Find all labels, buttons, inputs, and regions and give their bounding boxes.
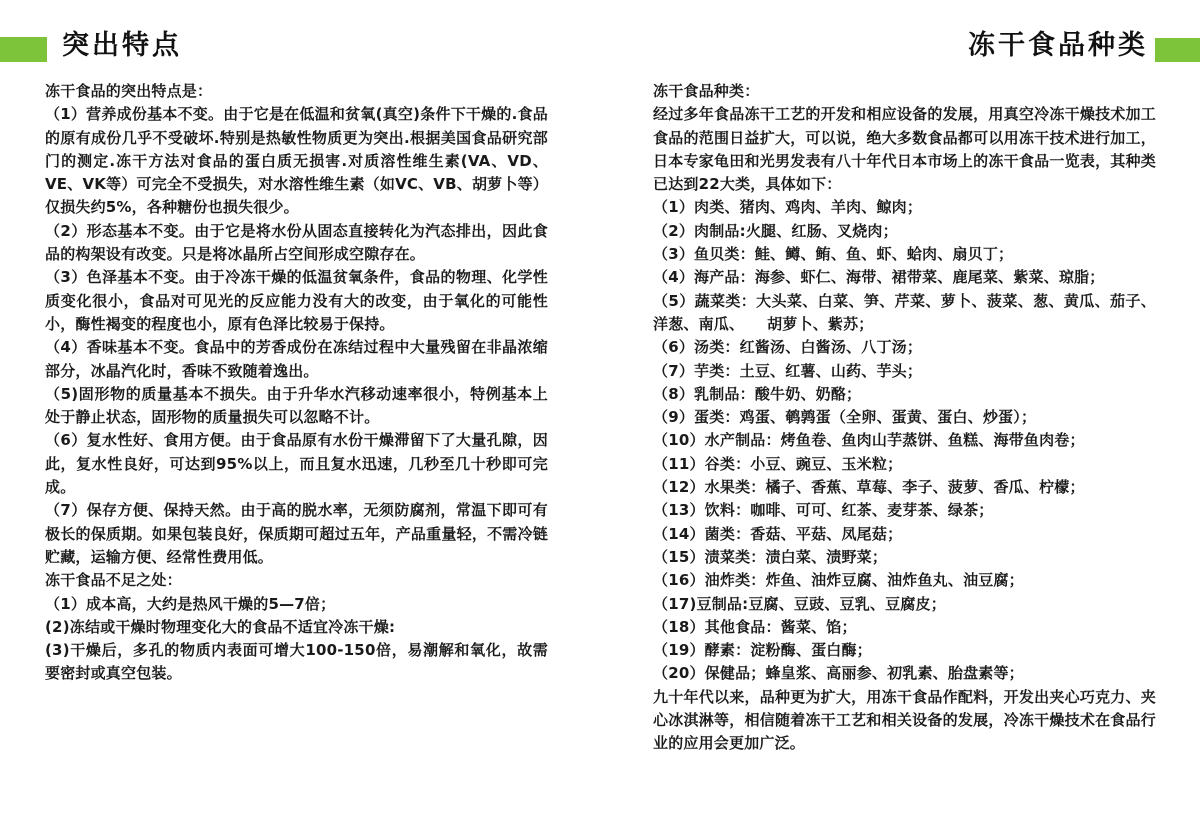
category-item: （8）乳制品：酸牛奶、奶酪；: [653, 384, 862, 403]
drawback-item: （1）成本高，大约是热风干燥的5—7倍；: [45, 594, 336, 613]
right-accent-bar: [1155, 38, 1200, 62]
category-item: （12）水果类：橘子、香蕉、草莓、李子、菠萝、香瓜、柠檬；: [653, 478, 1085, 497]
feature-paragraph: （4）香味基本不变。食品中的芳香成份在冻结过程中大量残留在非晶浓缩部分，冰晶汽化时，香味不致随着逸出。: [45, 338, 548, 380]
category-item: （4）海产品：海参、虾仁、海带、裙带菜、鹿尾菜、紫菜、琼脂；: [653, 268, 1105, 287]
category-item: （16）油炸类：炸鱼、油炸豆腐、油炸鱼丸、油豆腐；: [653, 571, 1024, 590]
left-intro-line: 冻干食品的突出特点是：: [45, 82, 213, 100]
feature-paragraph: （3）色泽基本不变。由于冷冻干燥的低温贫氧条件，食品的物理、化学性质变化很小，食品对可见光的反应能力没有大的改变，由于氧化的可能性小，酶性褐变的程度也小，原有色泽比较易于保持。: [45, 268, 548, 333]
category-item: （15）渍菜类：渍白菜、渍野菜；: [653, 547, 888, 566]
category-item: （20）保健品；蜂皇浆、高丽参、初乳素、胎盘素等；: [653, 664, 1024, 683]
category-item: （14）菌类：香菇、平菇、凤尾菇；: [653, 524, 903, 543]
feature-paragraph: （5)固形物的质量基本不损失。由于升华水汽移动速率很小，特例基本上处于静止状态，固形物的质量损失可以忽略不计。: [45, 384, 548, 427]
right-section-title: 冻干食品种类：: [653, 82, 760, 100]
right-page-title: 冻干食品种类: [968, 30, 1148, 61]
feature-paragraph: （2）形态基本不变。由于它是将水份从固态直接转化为汽态排出，因此食品的构架设有改变。只是将冰晶所占空间形成空隙存在。: [45, 221, 548, 264]
category-item: （1）肉类、猪肉、鸡肉、羊肉、鲸肉；: [653, 198, 923, 217]
category-item: （3）鱼贝类：鲑、鳟、鲔、鱼、虾、蛤肉、扇贝丁；: [653, 245, 1014, 264]
feature-paragraph: （1）营养成份基本不变。由于它是在低温和贫氧(真空)条件下干燥的.食品的原有成份几乎不受破坏.特别是热敏性物质更为突出.根据美国食品研究部门的测定.冻干方法对食品的蛋白质无损害.对质溶性维生素(VA、VD、VE、VK等）可完全不受损失，对水溶性维生素（如VC、VB、胡萝卜等）仅损失约5%，各种糖份也损失很少。: [45, 105, 548, 217]
category-item: （18）其他食品：酱菜、馅；: [653, 617, 857, 636]
category-item: （5）蔬菜类：大头菜、白菜、笋、芹菜、萝卜、菠菜、葱、黄瓜、茄子、洋葱、南瓜、 胡萝卜、紫苏；: [653, 291, 1156, 333]
category-item: （13）饮料：咖啡、可可、红茶、麦芽茶、绿茶；: [653, 501, 994, 520]
category-item: （10）水产制品：烤鱼卷、鱼肉山芋蒸饼、鱼糕、海带鱼肉卷；: [653, 431, 1085, 450]
feature-paragraph: （6）复水性好、食用方便。由于食品原有水份干燥滞留下了大量孔隙，因此，复水性良好，可达到95%以上，而且复水迅速，几秒至几十秒即可完成。: [45, 431, 548, 497]
left-page-title: 突出特点: [62, 30, 182, 61]
drawbacks-title: 冻干食品不足之处：: [45, 571, 182, 590]
category-item: （6）汤类：红酱汤、白酱汤、八丁汤；: [653, 338, 923, 357]
category-item: （11）谷类：小豆、豌豆、玉米粒；: [653, 454, 903, 473]
category-item: （7）芋类：土豆、红薯、山药、芋头；: [653, 361, 923, 380]
left-column: [45, 80, 548, 686]
category-item: （9）蛋类：鸡蛋、鹌鹑蛋（全卵、蛋黄、蛋白、炒蛋）；: [653, 408, 1037, 427]
category-item: （19）酵素：淀粉酶、蛋白酶；: [653, 641, 872, 660]
right-intro-paragraph: 经过多年食品冻干工艺的开发和相应设备的发展，用真空冷冻干燥技术加工食品的范围日益扩大，可以说，绝大多数食品都可以用冻干技术进行加工，日本专家龟田和光男发表有八十年代日本市场上的冻干食品一览表，其种类已达到22大类，具体如下：: [653, 105, 1156, 194]
category-item: （2）肉制品:火腿、红肠、叉烧肉；: [653, 221, 898, 240]
right-outro-paragraph: 九十年代以来，品种更为扩大，用冻干食品作配料，开发出夹心巧克力、夹心冰淇淋等，相信随着冻干工艺和相关设备的发展，冷冻干燥技术在食品行业的应用会更加广泛。: [653, 687, 1156, 753]
right-column: [653, 80, 1156, 756]
drawback-item: (3)干燥后，多孔的物质内表面可增大100-150倍，易潮解和氧化，故需要密封或真空包装。: [45, 641, 548, 683]
drawback-item: (2)冻结或干燥时物理变化大的食品不适宜冷冻干燥:: [45, 617, 396, 636]
feature-paragraph: （7）保存方便、保持天然。由于高的脱水率，无须防腐剂，常温下即可有极长的保质期。如果包装良好，保质期可超过五年，产品重量轻，不需冷链贮藏，运输方便、经常性费用低。: [45, 501, 548, 566]
left-accent-bar: [0, 37, 47, 62]
category-item: （17)豆制品:豆腐、豆豉、豆乳、豆腐皮；: [653, 594, 946, 613]
